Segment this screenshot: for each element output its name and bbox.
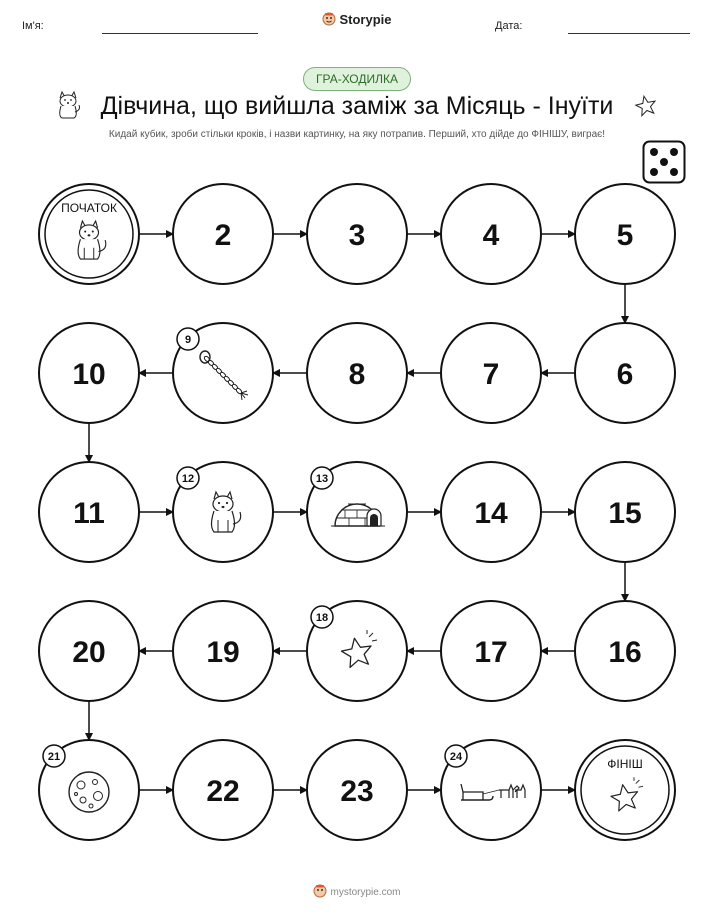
board-cell <box>173 323 273 423</box>
board-cell <box>307 601 407 701</box>
board-cell <box>173 462 273 562</box>
cell-number: 3 <box>348 219 366 252</box>
cell-number: 16 <box>608 636 642 669</box>
moon-icon <box>69 772 109 812</box>
finish-label: ФІНІШ <box>607 757 643 771</box>
board-cell <box>39 740 139 840</box>
game-type-badge: ГРА-ХОДИЛКА <box>303 67 411 91</box>
cell-number: 7 <box>482 358 500 391</box>
board-cell <box>441 184 541 284</box>
date-label: Дата: <box>495 20 523 32</box>
board-cell <box>173 740 273 840</box>
board-cell <box>39 462 139 562</box>
board-cell <box>173 184 273 284</box>
cell-number: 17 <box>474 636 508 669</box>
board-cell <box>575 323 675 423</box>
cell-number: 19 <box>206 636 240 669</box>
board-cell <box>307 184 407 284</box>
cell-number: 4 <box>482 219 500 252</box>
brand-name: Storypie <box>339 12 392 27</box>
cell-number: 14 <box>474 497 508 530</box>
footer-site: mystorypie.com <box>330 887 401 899</box>
board-cell <box>307 323 407 423</box>
cell-number-badge: 21 <box>47 751 61 763</box>
board-cell <box>575 184 675 284</box>
board-cell <box>441 601 541 701</box>
footer-logo-icon <box>313 884 327 901</box>
cell-number-badge: 12 <box>181 473 195 485</box>
cell-number: 22 <box>206 775 240 808</box>
cell-number: 8 <box>348 358 366 391</box>
board-cell <box>575 601 675 701</box>
cell-number: 10 <box>72 358 106 391</box>
board-cell <box>307 462 407 562</box>
finish-cell <box>575 740 675 840</box>
cell-number-badge: 13 <box>315 473 329 485</box>
board-cell <box>441 462 541 562</box>
board-cell <box>173 601 273 701</box>
cell-number-badge: 9 <box>184 334 192 346</box>
board-cell <box>575 462 675 562</box>
start-cell <box>39 184 139 284</box>
cell-number: 5 <box>616 219 634 252</box>
board-cell <box>39 323 139 423</box>
cell-number: 23 <box>340 775 374 808</box>
cell-number: 2 <box>214 219 232 252</box>
start-label: ПОЧАТОК <box>61 201 117 215</box>
cell-number: 15 <box>608 497 642 530</box>
board-cell <box>441 323 541 423</box>
cell-number-badge: 18 <box>315 612 329 624</box>
cell-number-badge: 24 <box>449 751 463 763</box>
board-cell <box>39 601 139 701</box>
cell-number: 6 <box>616 358 634 391</box>
board-cell <box>307 740 407 840</box>
page-title: Дівчина, що вийшла заміж за Місяць - Інуїти <box>100 92 614 120</box>
cell-number: 20 <box>72 636 106 669</box>
cell-number: 11 <box>73 497 105 530</box>
footer <box>0 884 714 901</box>
board-cell <box>441 740 541 840</box>
instructions: Кидай кубик, зроби стільки кроків, і назви картинку, на яку потрапив. Перший, хто дійде до ФІНІШУ, виграє! <box>108 129 606 140</box>
name-label: Ім'я: <box>22 20 44 32</box>
